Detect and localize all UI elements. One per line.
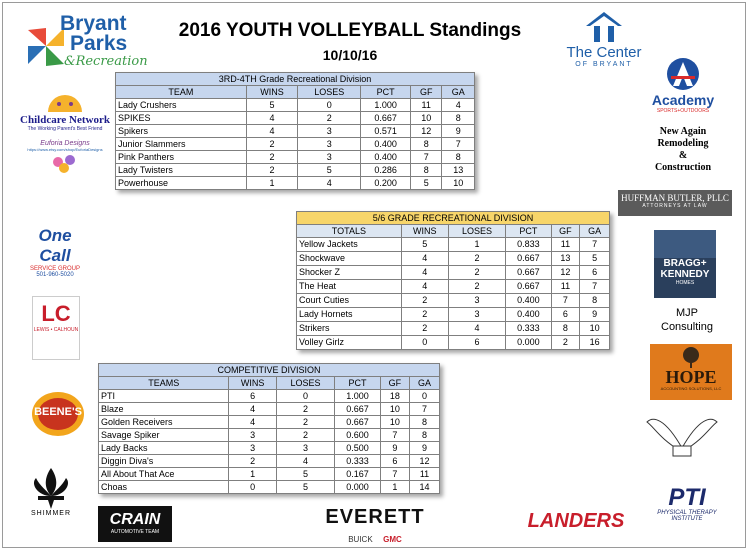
stat-cell: 0.667 [506,280,551,294]
stat-cell: 3 [276,442,334,455]
stat-cell: 10 [442,177,475,190]
team-name-cell: Lady Twisters [116,164,247,177]
stat-cell: 2 [551,336,580,350]
rec-3-4-table [115,72,475,190]
stat-cell: 12 [409,455,439,468]
column-headers [99,377,440,390]
table-row [99,455,440,468]
stat-cell: 0.000 [335,481,381,494]
stat-cell: 6 [551,308,580,322]
stat-cell: 2 [448,252,506,266]
stat-cell: 2 [246,151,297,164]
table-row [99,468,440,481]
new-again-l3: & [678,150,688,161]
euforia-name: Euforia Designs [40,140,90,147]
stat-cell: 4 [442,99,475,112]
table-row [99,416,440,429]
table-row [99,403,440,416]
stat-cell: 8 [410,138,442,151]
stat-cell: 4 [298,177,361,190]
stat-cell: 4 [246,112,297,125]
stat-cell: 5 [580,252,610,266]
pti-name: PTI [668,484,706,511]
lewis-calhoun-logo [32,296,80,360]
stat-cell: 10 [380,403,409,416]
stat-cell: 1 [380,481,409,494]
childcare-tagline: The Working Parent's Best Friend [27,126,103,132]
stat-cell: 0.200 [361,177,411,190]
stat-cell: 11 [551,238,580,252]
stat-cell: 7 [580,280,610,294]
table-row [297,294,610,308]
huffman-name: HUFFMAN BUTLER, PLLC [621,193,729,203]
stat-cell: 8 [442,112,475,125]
center-of-bryant-logo [556,10,652,80]
col-teams: TEAMS [99,377,229,390]
everett-name: EVERETT [325,506,425,528]
stat-cell: 0.400 [506,294,551,308]
stat-cell: 7 [380,468,409,481]
stat-cell: 2 [401,308,448,322]
stat-cell: 0.000 [506,336,551,350]
house-icon [584,10,624,44]
new-again-l2: Remodeling [657,138,709,149]
wings-icon [645,408,719,478]
col-loses: LOSES [448,225,506,238]
bragg-l1: BRAGG+ [663,258,707,269]
stat-cell: 7 [380,429,409,442]
stat-cell: 6 [580,266,610,280]
stat-cell: 8 [442,151,475,164]
lc-name: LEWIS • CALHOUN [33,327,79,333]
table-row [99,442,440,455]
stat-cell: 16 [580,336,610,350]
childcare-name: Childcare Network [20,114,110,126]
col-gf: GF [380,377,409,390]
table-row [297,266,610,280]
shimmer-name: SHIMMER [30,510,72,517]
stat-cell: 0 [401,336,448,350]
table-row [297,322,610,336]
bragg-l2: KENNEDY [660,269,710,280]
stat-cell: 3 [448,308,506,322]
stat-cell: 1 [246,177,297,190]
team-name-cell: Lady Backs [99,442,229,455]
col-gf: GF [410,86,442,99]
bragg-kennedy-logo [654,230,716,298]
stat-cell: 1.000 [335,390,381,403]
stat-cell: 7 [580,238,610,252]
new-again-l1: New Again [659,126,707,137]
table-row [297,252,610,266]
column-headers [116,86,475,99]
huffman-sub: ATTORNEYS AT LAW [642,203,708,209]
col-ga: GA [580,225,610,238]
stat-cell: 3 [298,138,361,151]
stat-cell: 2 [298,112,361,125]
team-name-cell: Shockwave [297,252,402,266]
stat-cell: 10 [380,416,409,429]
stat-cell: 2 [448,280,506,294]
hope-accounting-logo [650,344,732,400]
hope-sub: ACCOUNTING SOLUTIONS, LLC [660,386,722,391]
stat-cell: 0.167 [335,468,381,481]
one-call-sub: SERVICE GROUP [30,266,80,272]
col-ga: GA [409,377,439,390]
page-date: 10/10/16 [322,47,378,63]
stat-cell: 1 [229,468,276,481]
crain-name: CRAIN [109,511,161,528]
stat-cell: 0 [298,99,361,112]
stat-cell: 3 [229,442,276,455]
stat-cell: 7 [410,151,442,164]
column-headers [297,225,610,238]
pti-sub2: INSTITUTE [671,516,703,522]
table-row [116,99,475,112]
team-name-cell: Pink Panthers [116,151,247,164]
academy-sub: SPORTS+OUTDOORS [656,108,710,114]
stat-cell: 9 [442,125,475,138]
team-name-cell: Lady Hornets [297,308,402,322]
col-loses: LOSES [276,377,334,390]
center-sub: OF BRYANT [575,61,633,68]
landers-name: LANDERS [527,510,625,532]
stat-cell: 0.667 [335,403,381,416]
stat-cell: 8 [551,322,580,336]
stat-cell: 2 [229,455,276,468]
team-name-cell: Golden Receivers [99,416,229,429]
table-row [116,151,475,164]
col-wins: WINS [229,377,276,390]
euforia-url: https://www.etsy.com/shop/EuforiaDesigns [27,147,103,152]
stat-cell: 11 [410,99,442,112]
stat-cell: 1 [448,238,506,252]
stat-cell: 4 [401,266,448,280]
stat-cell: 6 [229,390,276,403]
stat-cell: 4 [246,125,297,138]
team-name-cell: Shocker Z [297,266,402,280]
stat-cell: 5 [276,481,334,494]
stat-cell: 0.286 [361,164,411,177]
shimmer-logo [18,466,84,528]
center-name: The Center [566,44,642,61]
gmc-text: GMC [383,535,402,544]
one-call-name: One Call [38,226,72,265]
academy-name: Academy [651,92,715,108]
team-name-cell: Diggin Diva's [99,455,229,468]
team-name-cell: Volley Girlz [297,336,402,350]
stat-cell: 0.500 [335,442,381,455]
team-name-cell: SPIKES [116,112,247,125]
beenes-logo [28,388,88,454]
stat-cell: 8 [409,429,439,442]
stat-cell: 12 [551,266,580,280]
col-totals: TOTALS [297,225,402,238]
stat-cell: 0 [276,390,334,403]
stat-cell: 3 [229,429,276,442]
stat-cell: 5 [410,177,442,190]
hope-name: HOPE [665,367,717,387]
table-row [297,280,610,294]
stat-cell: 0.600 [335,429,381,442]
stat-cell: 11 [551,280,580,294]
stat-cell: 0.833 [506,238,551,252]
buick-text: BUICK [348,535,373,544]
stat-cell: 0.667 [335,416,381,429]
col-pct: PCT [506,225,551,238]
col-wins: WINS [246,86,297,99]
team-name-cell: Spikers [116,125,247,138]
stat-cell: 2 [276,403,334,416]
stat-cell: 0.400 [361,151,411,164]
parks-text: Parks [70,32,128,55]
stat-cell: 2 [401,322,448,336]
col-loses: LOSES [298,86,361,99]
table-row [99,481,440,494]
crain-sub: AUTOMOTIVE TEAM [110,529,160,535]
bragg-l3: HOMES [675,280,695,286]
landers-logo [524,510,628,538]
table-row [99,390,440,403]
pti-sub1: PHYSICAL THERAPY [657,510,717,516]
stat-cell: 7 [409,403,439,416]
stat-cell: 3 [298,125,361,138]
house-photo [654,230,716,258]
stat-cell: 0.333 [506,322,551,336]
stat-cell: 0.571 [361,125,411,138]
one-call-logo [22,226,88,282]
team-name-cell: Lady Crushers [116,99,247,112]
stat-cell: 4 [229,416,276,429]
team-name-cell: All About That Ace [99,468,229,481]
stat-cell: 5 [401,238,448,252]
table-row [297,238,610,252]
division-title: 3RD-4TH Grade Recreational Division [116,73,475,86]
division-title: 5/6 GRADE RECREATIONAL DIVISION [297,212,610,225]
team-name-cell: Choas [99,481,229,494]
table-body [297,238,610,350]
table-row [297,308,610,322]
one-call-phone: 501-960-5020 [36,272,74,278]
fleur-de-lis-icon [26,466,76,510]
team-name-cell: The Heat [297,280,402,294]
team-name-cell: Savage Spiker [99,429,229,442]
pti-logo [646,486,728,542]
lc-mark: LC [41,301,71,326]
team-name-cell: Junior Slammers [116,138,247,151]
table-row [297,336,610,350]
division-title: COMPETITIVE DIVISION [99,364,440,377]
stat-cell: 0.400 [361,138,411,151]
stat-cell: 14 [409,481,439,494]
stat-cell: 0.667 [506,266,551,280]
stat-cell: 2 [246,164,297,177]
mjp-consulting-logo [652,306,722,336]
stat-cell: 0.333 [335,455,381,468]
col-pct: PCT [361,86,411,99]
page-title: 2016 YOUTH VOLLEYBALL Standings [178,20,522,41]
wings-logo [644,408,720,480]
stat-cell: 4 [401,280,448,294]
stat-cell: 2 [276,429,334,442]
competitive-table [98,363,440,494]
stat-cell: 0 [229,481,276,494]
stat-cell: 5 [276,468,334,481]
stat-cell: 4 [401,252,448,266]
stat-cell: 2 [401,294,448,308]
stat-cell: 13 [442,164,475,177]
new-again-l4: Construction [654,162,712,173]
table-body [116,99,475,190]
stat-cell: 9 [409,442,439,455]
table-row [116,177,475,190]
col-ga: GA [442,86,475,99]
col-pct: PCT [335,377,381,390]
stat-cell: 8 [409,416,439,429]
stat-cell: 9 [380,442,409,455]
stat-cell: 0.400 [506,308,551,322]
crain-logo [98,506,172,542]
stat-cell: 12 [410,125,442,138]
team-name-cell: Yellow Jackets [297,238,402,252]
stat-cell: 6 [448,336,506,350]
stat-cell: 7 [551,294,580,308]
stat-cell: 7 [442,138,475,151]
academy-logo [640,56,726,122]
stat-cell: 4 [448,322,506,336]
stat-cell: 3 [448,294,506,308]
team-name-cell: Court Cuties [297,294,402,308]
bryant-text: Bryant [60,12,127,35]
bryant-parks-logo [26,12,148,78]
table-row [116,112,475,125]
stat-cell: 1.000 [361,99,411,112]
table-row [116,164,475,177]
col-gf: GF [551,225,580,238]
childcare-network-logo [12,88,118,188]
table-body [99,390,440,494]
table-row [116,125,475,138]
stat-cell: 4 [276,455,334,468]
stat-cell: 4 [229,403,276,416]
mjp-l2: Consulting [661,321,713,333]
stat-cell: 8 [580,294,610,308]
table-row [99,429,440,442]
team-name-cell: PTI [99,390,229,403]
stat-cell: 2 [448,266,506,280]
stat-cell: 5 [246,99,297,112]
stat-cell: 5 [298,164,361,177]
stat-cell: 9 [580,308,610,322]
stat-cell: 0.667 [361,112,411,125]
stat-cell: 6 [380,455,409,468]
mjp-l1: MJP [676,307,698,319]
stat-cell: 8 [410,164,442,177]
stat-cell: 10 [580,322,610,336]
stat-cell: 0.667 [506,252,551,266]
stat-cell: 0 [409,390,439,403]
tree-icon [679,346,703,368]
table-row [116,138,475,151]
flowers-icon [50,154,80,174]
huffman-butler-logo [618,190,732,216]
stat-cell: 11 [409,468,439,481]
academy-a-icon [665,56,701,92]
col-team: TEAM [116,86,247,99]
stat-cell: 2 [276,416,334,429]
stat-cell: 3 [298,151,361,164]
everett-logo [320,506,430,546]
stat-cell: 2 [246,138,297,151]
col-wins: WINS [401,225,448,238]
stat-cell: 18 [380,390,409,403]
rec-5-6-table [296,211,610,350]
recreation-text: &Recreation [64,54,148,69]
new-again-logo [640,126,726,176]
team-name-cell: Strikers [297,322,402,336]
beenes-name: BEENE'S [34,406,82,418]
sun-icon [44,88,86,114]
team-name-cell: Blaze [99,403,229,416]
stat-cell: 10 [410,112,442,125]
team-name-cell: Powerhouse [116,177,247,190]
stat-cell: 13 [551,252,580,266]
